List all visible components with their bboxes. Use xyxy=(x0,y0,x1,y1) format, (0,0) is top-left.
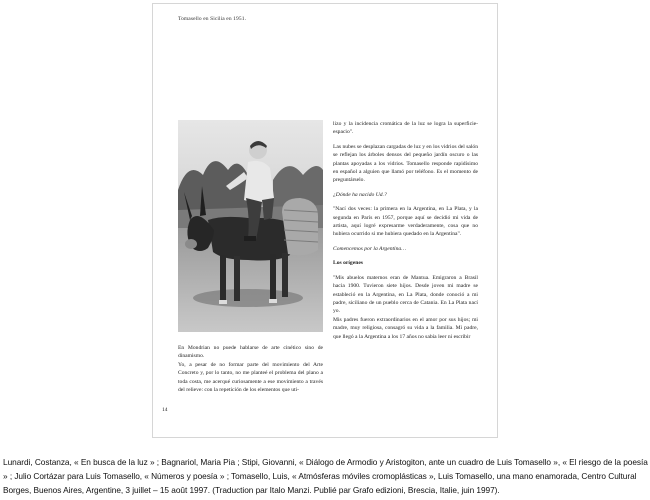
page-number: 14 xyxy=(162,407,168,413)
photo-man-on-donkey xyxy=(178,120,323,332)
book-page xyxy=(152,3,498,438)
paragraph: lizo y la incidencia cromática de la luz se logra la superficie-espacio". xyxy=(333,121,478,136)
text-column-left xyxy=(178,344,323,400)
paragraph: En Mondrian no puede hablarse de arte cinético sino de dinamismo. xyxy=(178,345,323,360)
interview-question: Comencemos por la Argentina… xyxy=(333,245,407,252)
section-subhead: Los orígenes xyxy=(333,260,363,267)
paragraph: Yo, a pesar de no formar parte del movimiento del Arte Concreto y, por lo tanto, no me planteé el problema del plano a toda costa, me acerqué curiosamente a ese movimiento a través del relieve: con la repetición de los elementos que uti- xyxy=(178,361,323,394)
paragraph: "Mis abuelos maternos eran de Mantua. Emigraron a Brasil hacia 1900. Tuvieron siete hijos. Desde joven mi madre se estableció en la Argentina, en La Plata, donde conoció a mi padre, siciliano de un pueblo cerca de Catania. En La Plata nací yo. xyxy=(333,274,478,315)
running-head: Tomasello en Sicilia en 1951. xyxy=(178,16,247,22)
image-caption: Lunardi, Costanza, « En busca de la luz » ; Bagnariol, Maria Pia ; Stipi, Giovanni, « Diálogo de Armodio y Aristogiton, ante un cuadro de Luis Tomasello », « El riesgo de la poesía » ; Julio Cortázar para Luis Tomasello, « Números y poesía » ; Tomasello, Luis, « Atmósferas móviles cromoplásticas », Luis Tomasello, una mano enamorada, Centro Cultural Borges, Buenos Aires, Argentine, 3 juillet – 15 août 1997. (Traduction par Italo Manzi. Publié par Grafo edizioni, Brescia, Italie, juin 1997). xyxy=(3,457,648,495)
text-column-right xyxy=(333,120,478,347)
interview-question: ¿Dónde ha nacido Ud.? xyxy=(333,191,387,198)
paragraph: Mis padres fueron extraordinarios en el amor por sus hijos; mi madre, muy religiosa, consagró su vida a la familia. Mi padre, que llegó a la Argentina a los 17 años no sabía leer ni escribir xyxy=(333,316,478,340)
paragraph: Las nubes se desplazan cargadas de luz y en los vidrios del salón se reflejan los árboles densos del pequeño jardín oscuro o las plantas apoyadas a los vidrios. Tomasello responde rapidísimo en español a alguien que llamó por teléfono. Es el momento de preguntárselo. xyxy=(333,143,478,184)
paragraph: "Nací dos veces: la primera en la Argentina, en La Plata, y la segunda en París en 1957, porque aquí se decidió mi vida de artista, aquí logré expresarme verdaderamente, cosa que no hubiera ocurrido si me hubiera quedado en la Argentina". xyxy=(333,206,478,238)
